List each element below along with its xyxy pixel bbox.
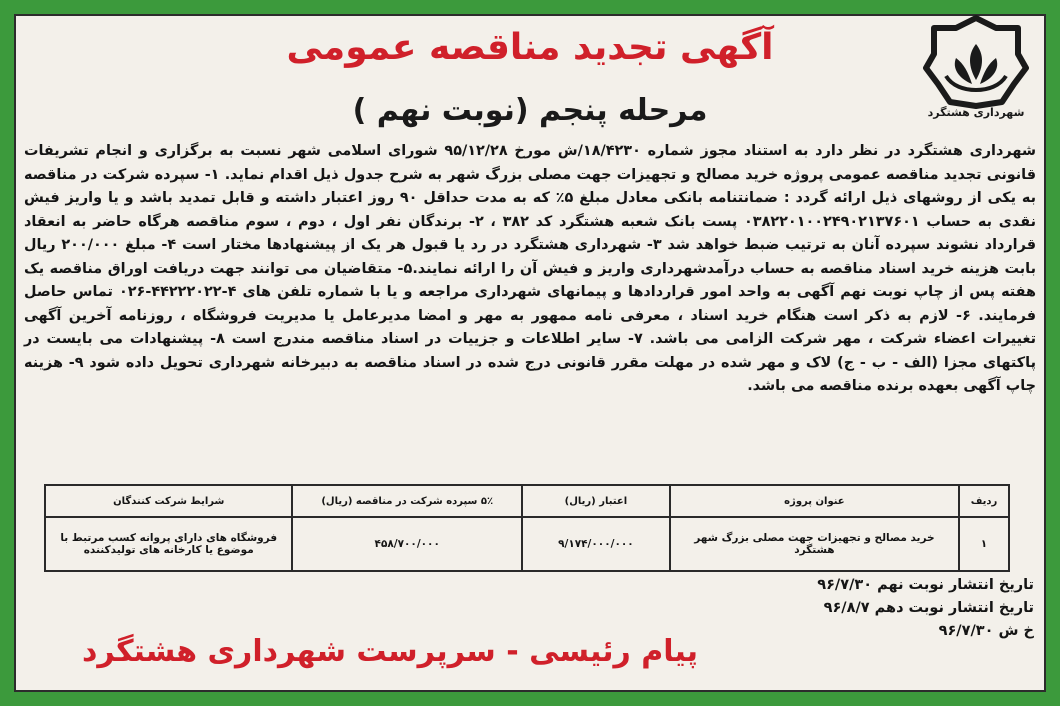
cell-row-number: ۱	[959, 517, 1009, 571]
cell-deposit: ۴۵۸/۷۰۰/۰۰۰	[292, 517, 522, 571]
municipality-logo	[906, 14, 1046, 132]
ad-body-paragraph: شهرداری هشتگرد در نظر دارد به استناد مجوز شماره ۱۸/۴۲۳۰/ش مورخ ۹۵/۱۲/۲۸ شورای اسلامی شهر نسبت به برگزاری و انجام تشریفات قانونی تجدید مناقصه عمومی پروژه خرید مصالح و تجهیزات جهت مصلی بزرگ شهر به شرح جدول ذیل اقدام نماید. ۱- سپرده شرکت در مناقصه به یکی از روشهای ذیل ارائه گردد : ضمانتنامه بانکی معادل مبلغ ۵٪ که به مدت حداقل ۹۰ روز اعتبار داشته و قابل تمدید باشد و یا واریز فیش نقدی به حساب ۰۳۸۲۲۰۱۰۰۲۴۹۰۲۱۳۷۶۰۱ پست بانک شعبه هشتگرد کد ۳۸۲ ، ۲- برندگان نفر اول ، دوم ، سوم مناقصه هرگاه حاضر به انعقاد قرارداد نشوند سپرده آنان به ترتیب ضبط خواهد شد ۳- شهرداری هشتگرد در رد یا قبول هر یک از پیشنهادها مختار است ۴- مبلغ ۲۰۰/۰۰۰ ریال بابت هزینه خرید اسناد مناقصه به حساب درآمدشهرداری واریز و فیش آن را ارائه نمایند.۵- متقاضیان می توانند جهت دریافت اوراق مناقصه یک هفته پس از چاپ نوبت نهم آگهی به واحد امور قراردادها و پیمانهای شهرداری مراجعه و یا با شماره تلفن های ۴-۴۴۲۲۲۰۲۲-۰۲۶ تماس حاصل فرمایند. ۶- لازم به ذکر است هنگام خرید اسناد ، معرفی نامه ممهور به مهر و امضا مدیرعامل یا مدیریت فروشگاه ، روزنامه آخرین آگهی تغییرات اعضاء شرکت ، مهر شرکت الزامی می باشد. ۷- سایر اطلاعات و جزییات در اسناد مناقصه مندرج است ۸- پیشنهادات می بایست در پاکتهای مجزا (الف - ب - ج) لاک و مهر شده در مهلت مقرر قانونی درج شده در اسناد مناقصه به دبیرخانه شهرداری تحویل داده شود ۹- هزینه چاپ آگهی بعهده برنده مناقصه می باشد.	[24, 143, 1037, 394]
header-credit: اعتبار (ریال)	[522, 485, 670, 517]
header-participant-conditions: شرایط شرکت کنندگان	[45, 485, 292, 517]
cell-credit: ۹/۱۷۴/۰۰۰/۰۰۰	[522, 517, 670, 571]
table-header-row	[45, 485, 1009, 517]
table-row	[45, 517, 1009, 571]
ad-body	[24, 140, 1036, 399]
header-row-number: ردیف	[959, 485, 1009, 517]
municipality-emblem-icon	[922, 14, 1030, 110]
signature-line: پیام رئیسی - سرپرست شهرداری هشتگرد	[82, 634, 698, 669]
publication-date-first: تاریخ انتشار نوبت نهم ۹۶/۷/۳۰	[817, 577, 1034, 593]
publication-dates	[817, 574, 1034, 643]
ad-subtitle: مرحله پنجم (نوبت نهم )	[352, 93, 708, 128]
publication-date-second: تاریخ انتشار نوبت دهم ۹۶/۸/۷	[823, 600, 1034, 616]
cell-participant-conditions: فروشگاه های دارای پروانه کسب مرتبط با موضوع یا کارخانه های تولیدکننده	[45, 517, 292, 571]
header-deposit: ۵٪ سپرده شرکت در مناقصه (ریال)	[292, 485, 522, 517]
ad-title: آگهی تجدید مناقصه عمومی	[286, 27, 774, 68]
logo-caption: شهرداری هشتگرد	[927, 106, 1025, 119]
cell-project-title: خرید مصالح و تجهیزات جهت مصلی بزرگ شهر هشتگرد	[670, 517, 959, 571]
reference-code: خ ش ۹۶/۷/۳۰	[938, 623, 1034, 639]
tender-table	[44, 484, 1010, 572]
header-project-title: عنوان پروژه	[670, 485, 959, 517]
